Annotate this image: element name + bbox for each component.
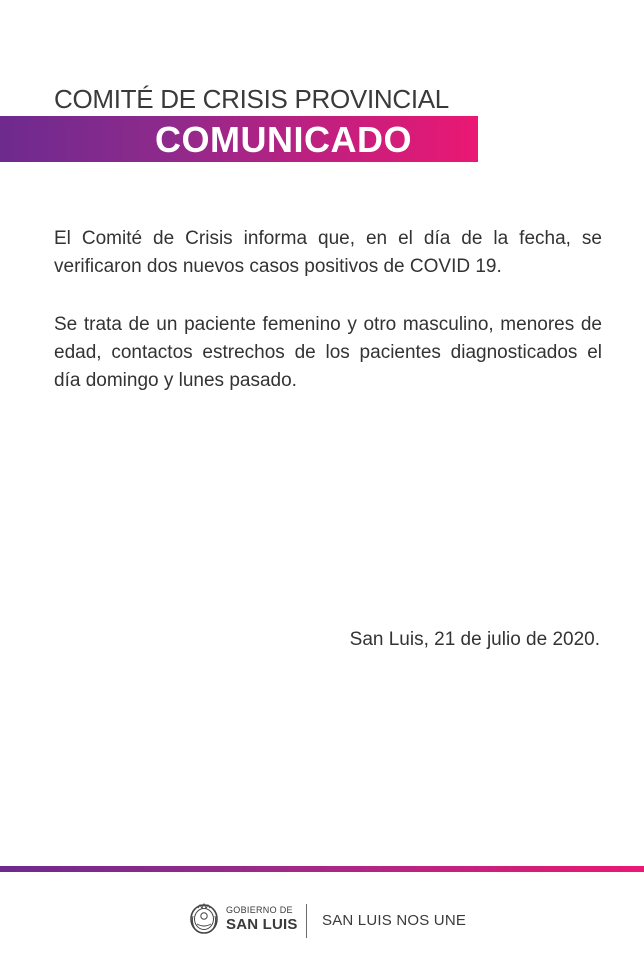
- footer-slogan: SAN LUIS NOS UNE: [322, 912, 467, 929]
- place-date: San Luis, 21 de julio de 2020.: [349, 629, 600, 650]
- body-paragraph-1: El Comité de Crisis informa que, en el día de la fecha, se verificaron dos nuevos casos positivos de COVID 19.: [54, 228, 602, 277]
- bottom-gradient-bar: [0, 866, 644, 872]
- page-title: COMUNICADO: [155, 119, 412, 160]
- footer-divider: [306, 904, 307, 938]
- government-label-big: SAN LUIS: [226, 916, 298, 933]
- government-label: [226, 906, 298, 932]
- title-banner: [0, 116, 478, 162]
- footer: [0, 898, 644, 946]
- provincial-seal-icon: [188, 902, 220, 936]
- body-paragraph-2: Se trata de un paciente femenino y otro masculino, menores de edad, contactos estrechos de los pacientes diagnosticados el día domingo y lunes pasado.: [54, 314, 602, 391]
- header-organization: COMITÉ DE CRISIS PROVINCIAL: [54, 84, 449, 114]
- government-label-small: GOBIERNO DE: [226, 905, 293, 915]
